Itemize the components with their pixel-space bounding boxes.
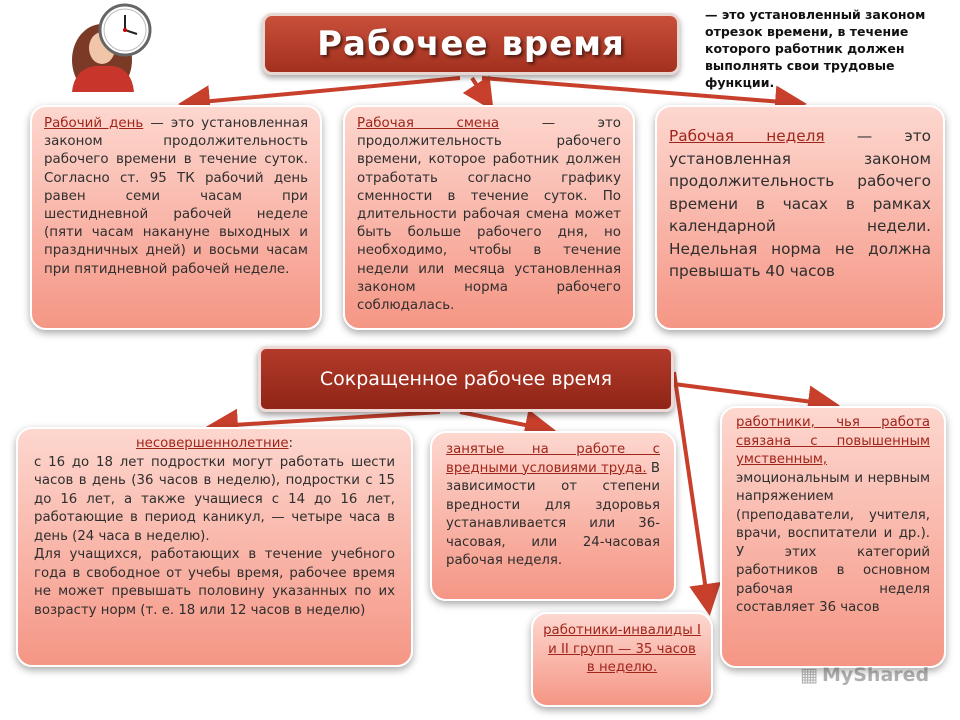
text-working-day: — это установленная законом продолжительность рабочего времени в течение суток. Согласно ст. 95 ТК рабочий день равен семи часам при шестидневной рабочей неделе (пяти часам накануне выходных и праздничных дней) и восьми часам при пятидневной рабочей неделе. — [44, 116, 309, 277]
minors-paragraph-1: с 16 до 18 лет подростки могут работать шести часов в день (36 часов в неделю), подростки с 15 до 16 лет, а также учащиеся с 14 до 16 лет, работающие в период каникул, — четыре часа в день (24 часа в неделю). — [34, 454, 395, 544]
term-working-day: Рабочий день — [44, 116, 144, 131]
minors-heading — [34, 435, 395, 454]
term-working-week: Рабочая неделя — [669, 127, 825, 145]
woman-with-clock-icon — [62, 0, 152, 92]
arrow-to-mental — [674, 384, 828, 404]
watermark — [800, 662, 940, 688]
arrow-to-day — [190, 78, 460, 103]
arrow-to-harmful — [460, 412, 545, 429]
page-title: Рабочее время — [262, 13, 680, 75]
box-harmful-conditions — [430, 431, 676, 601]
term-minors: несовершеннолетние — [135, 436, 289, 451]
section-title-reduced-time: Сокращенное рабочее время — [258, 346, 674, 412]
watermark-logo-icon: ▦ — [800, 664, 818, 686]
text-working-week: — это установленная законом продолжительность рабочего времени в часах в рамках календарной недели. Недельная норма не должна превышать 40 часов — [669, 127, 932, 280]
term-disabled-workers: работники-инвалиды I и II групп — 35 часов в неделю. — [543, 623, 701, 675]
box-working-day — [30, 105, 322, 330]
minors-paragraph-2: Для учащихся, работающих в течение учебного года в свободное от учебы время, рабочее время не может превышать половину указанных по их возрасту норм (т. е. 18 или 12 часов в неделю) — [34, 547, 395, 618]
text-harmful-conditions: В зависимости от степени вредности для здоровья устанавливается или 36-часовая, или 24-часовая рабочая неделя. — [446, 460, 660, 568]
text-mental-workload: эмоциональным и нервным напряжением (преподаватели, учителя, врачи, воспитатели и др.). У этих категорий работников в основном рабочая неделя составляет 36 часов — [736, 470, 930, 615]
title-definition: — это установленный законом отрезок времени, в течение которого работник должен выполнять свои трудовые функции. — [705, 7, 926, 90]
arrow-to-disabled — [674, 372, 708, 604]
watermark-text: MyShared — [821, 664, 930, 686]
text-working-shift: — это продолжительность рабочего времени, которое работник должен отработать согласно графику сменности в течение суток. По длительности рабочая смена может быть больше рабочего дня, но необходимо, чтобы в течение недели или месяца установленная законом норма рабочего соблюдалась. — [357, 116, 622, 314]
box-disabled-workers — [531, 612, 713, 707]
box-working-shift — [343, 105, 635, 330]
term-working-shift: Рабочая смена — [357, 116, 500, 131]
box-minors — [16, 427, 413, 667]
term-harmful-conditions: занятые на работе с вредными условиями труда. — [446, 442, 660, 476]
box-working-week — [655, 105, 945, 330]
arrow-to-minors — [218, 412, 440, 426]
arrow-to-shift — [472, 78, 487, 101]
term-mental-workload: работники, чья работа связана с повышенным умственным, — [736, 415, 930, 467]
box-mental-workload — [720, 406, 946, 668]
minors-colon: : — [288, 436, 294, 451]
